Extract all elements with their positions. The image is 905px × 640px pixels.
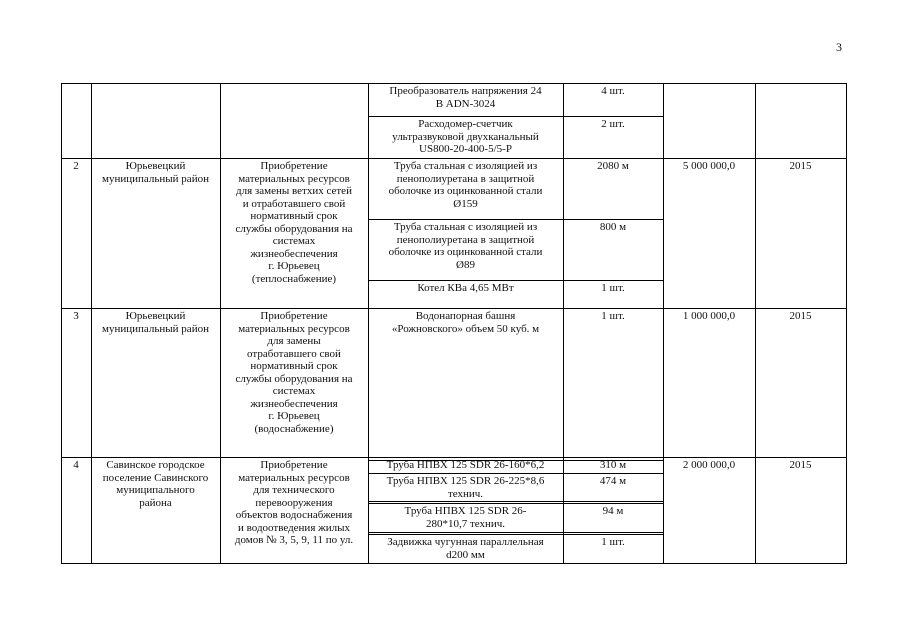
purpose-cell-line: жизнеобеспечения [250,397,338,410]
item-qty-cell: 800 м [599,221,627,233]
purpose-cell-line: службы оборудования на [235,222,353,235]
row-divider [61,83,847,84]
district-cell-line: Савинское городское [106,459,205,471]
column-divider [846,83,847,564]
purpose-cell [221,459,367,547]
purpose-cell-line: отработавшего свой [247,347,341,360]
item-name-cell [369,310,562,335]
item-name-cell [369,475,562,500]
amount-cell: 5 000 000,0 [682,160,736,172]
item-qty-cell: 2080 м [597,160,629,172]
purpose-cell [221,310,367,435]
column-divider [61,83,62,564]
item-name-cell [369,459,562,472]
item-name-cell-line: «Рожновского» объем 50 куб. м [391,322,540,335]
item-name-cell-line: ультразвуковой двухканальный [392,130,539,143]
purpose-cell-line: материальных ресурсов [238,322,350,335]
district-cell-line: муниципальный район [102,322,209,335]
item-divider [368,473,664,474]
purpose-cell-line: нормативный срок [250,360,338,372]
purpose-cell-line: жизнеобеспечения [250,247,338,260]
item-name-cell [369,221,562,271]
purpose-cell-line: Приобретение [260,459,328,471]
purpose-cell-line: и водоотведения жилых [238,521,350,534]
item-name-cell [369,118,562,156]
item-name-cell [369,85,562,110]
item-name-cell-line: Водонапорная башня [415,310,516,322]
purpose-cell-line: перевооружения [255,496,333,509]
item-name-cell-line: Труба НПВХ 125 SDR 26-225*8,6 [386,475,545,487]
purpose-cell-line: системах [272,385,316,397]
item-name-cell-line: В ADN-3024 [435,97,496,110]
item-divider [368,116,664,117]
row-divider [61,457,847,458]
item-name-cell-line: Труба НПВХ 125 SDR 26-160*6,2 [386,459,545,471]
district-cell [92,160,219,185]
amount-cell: 2 000 000,0 [682,459,736,471]
item-qty-cell: 94 м [602,505,624,517]
district-cell [92,459,219,509]
row-divider [61,308,847,309]
item-name-cell-line: d200 мм [446,548,485,561]
item-divider [368,219,664,220]
item-name-cell-line: Преобразователь напряжения 24 [389,85,542,97]
district-cell-line: Юрьевецкий [125,310,186,322]
item-name-cell-line: US800-20-400-5/5-Р [419,143,512,155]
item-divider [368,501,664,502]
purpose-cell-line: для замены ветхих сетей [236,185,352,197]
purpose-cell-line: Приобретение [260,310,328,322]
item-qty-cell: 4 шт. [601,85,625,97]
purpose-cell-line: нормативный срок [250,210,338,222]
purpose-cell-line: службы оборудования на [235,372,353,385]
item-name-cell-line: пенополиуретана в защитной [396,172,535,185]
item-name-cell-line: оболочке из оцинкованной стали [388,246,543,258]
district-cell-line: Юрьевецкий [125,160,186,172]
purpose-cell-line: для технического [253,484,335,496]
column-divider [563,83,564,564]
item-name-cell-line: Труба НПВХ 125 SDR 26- [404,505,527,517]
item-divider [368,532,664,533]
item-qty-cell: 1 шт. [601,282,625,294]
purpose-cell-line: (водоснабжение) [254,422,334,435]
year-cell: 2015 [789,310,812,322]
page-number: 3 [836,40,842,54]
purpose-cell-line: объектов водоснабжения [235,509,353,521]
item-name-cell-line: пенополиуретана в защитной [396,233,535,246]
year-cell: 2015 [789,160,812,172]
column-divider [755,83,756,564]
purpose-cell-line: системах [272,235,316,247]
item-name-cell-line: оболочке из оцинкованной стали [388,185,543,197]
item-name-cell-line: 280*10,7 технич. [425,517,506,530]
purpose-cell-line: материальных ресурсов [238,172,350,185]
item-name-cell-line: Труба стальная с изоляцией из [393,160,538,172]
item-name-cell-line: технич. [447,487,484,500]
row-number: 3 [73,310,79,322]
district-cell-line: муниципального [116,484,195,496]
item-divider [368,503,664,504]
item-divider [368,280,664,281]
row-divider [61,563,847,564]
item-qty-cell: 1 шт. [601,536,625,548]
purpose-cell-line: г. Юрьевец [268,260,320,272]
district-cell [92,310,219,335]
purpose-cell-line: и отработавшего свой [242,197,346,210]
column-divider [663,83,664,564]
item-name-cell [369,282,562,295]
item-qty-cell: 2 шт. [601,118,625,130]
purpose-cell-line: для замены [267,335,321,347]
item-name-cell [369,160,562,210]
district-cell-line: района [139,496,172,509]
amount-cell: 1 000 000,0 [682,310,736,322]
item-name-cell-line: Ø89 [456,258,475,271]
item-name-cell-line: Задвижка чугунная параллельная [387,536,544,548]
item-name-cell-line: Котел КВа 4,65 МВт [417,282,514,294]
item-name-cell [369,505,562,530]
purpose-cell-line: Приобретение [260,160,328,172]
item-divider [368,534,664,535]
item-name-cell-line: Ø159 [453,197,478,210]
item-name-cell-line: Расходомер-счетчик [418,118,513,130]
item-qty-cell: 1 шт. [601,310,625,322]
purpose-cell-line: г. Юрьевец [268,410,320,422]
year-cell: 2015 [789,459,812,471]
purpose-cell-line: материальных ресурсов [238,471,350,484]
district-cell-line: поселение Савинского [102,471,209,484]
purpose-cell-line: домов № 3, 5, 9, 11 по ул. [234,534,354,546]
district-cell-line: муниципальный район [102,172,209,185]
purpose-cell [221,160,367,285]
item-qty-cell: 474 м [599,475,627,487]
row-number: 4 [73,459,79,471]
item-qty-cell: 310 м [599,459,627,471]
row-divider [61,158,847,159]
item-name-cell-line: Труба стальная с изоляцией из [393,221,538,233]
item-name-cell [369,536,562,561]
purpose-cell-line: (теплоснабжение) [251,272,337,285]
row-number: 2 [73,160,79,172]
